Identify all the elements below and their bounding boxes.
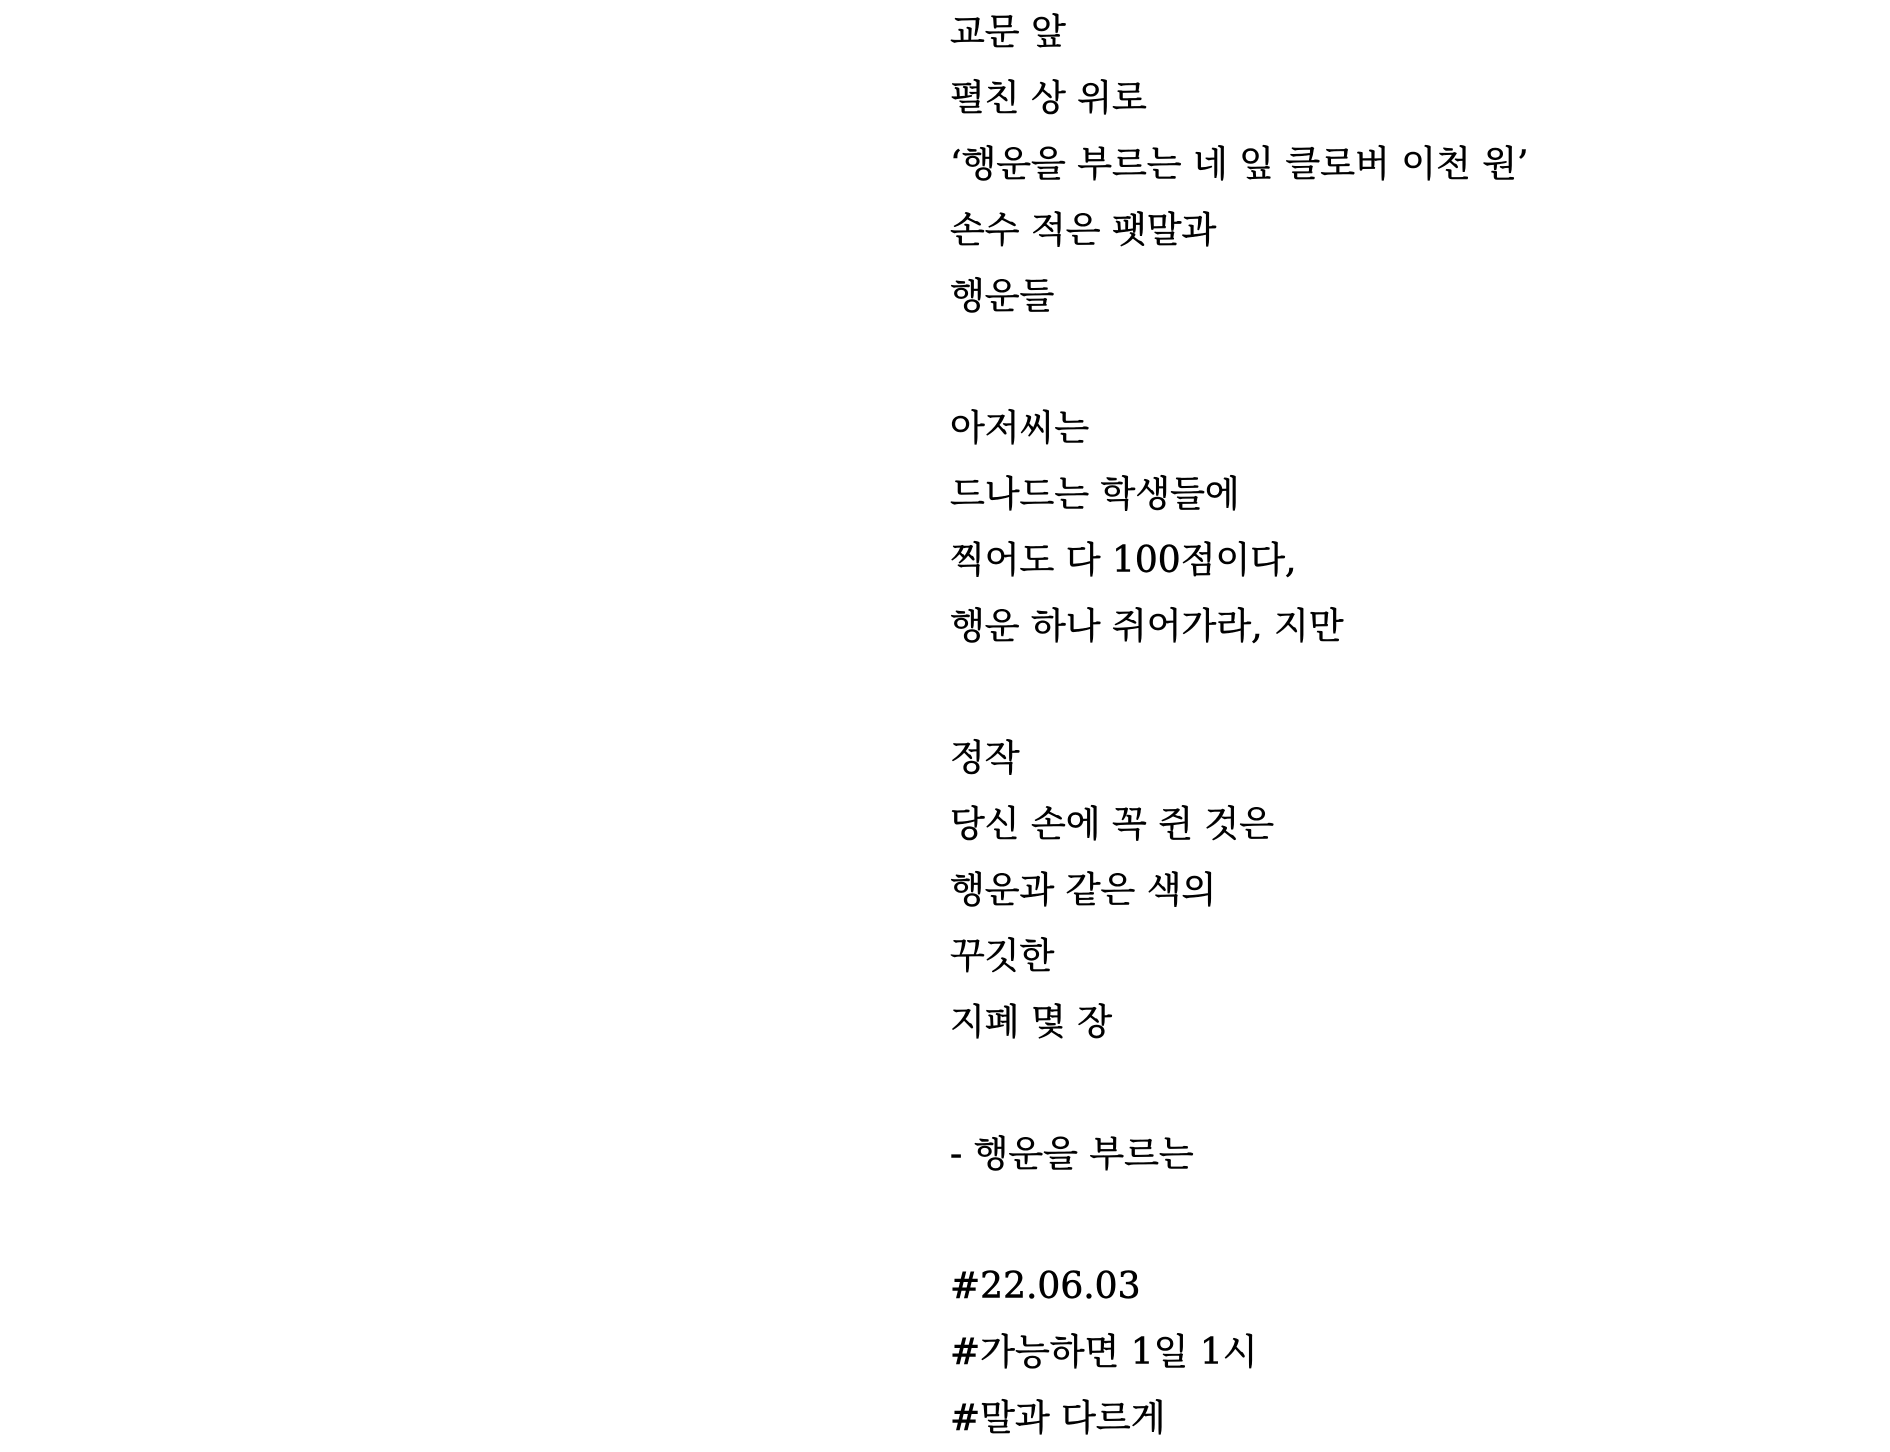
stanza-3 [950, 716, 1528, 1056]
hashtag-date: #22.06.03 [950, 1266, 1141, 1307]
poem-line: 손수 적은 팻말과 [950, 210, 1217, 251]
poem-line: 교문 앞 [950, 12, 1066, 53]
poem-title-line: - 행운을 부르는 [950, 1134, 1194, 1175]
poem-line: 아저씨는 [950, 408, 1090, 449]
poem-line: 꾸깃한 [950, 936, 1055, 977]
poem-line: 행운 하나 쥐어가라, 지만 [950, 606, 1344, 647]
poem-line: 당신 손에 꼭 쥔 것은 [950, 804, 1274, 845]
stanza-2 [950, 386, 1528, 660]
hashtag: #가능하면 1일 1시 [950, 1332, 1258, 1373]
poem-line: ‘행운을 부르는 네 잎 클로버 이천 원’ [950, 144, 1529, 185]
poem-title-attribution [950, 1112, 1528, 1188]
stanza-1 [950, 0, 1528, 330]
poem-line: 정작 [950, 738, 1020, 779]
poem-line: 행운들 [950, 276, 1055, 317]
poem-line: 드나드는 학생들에 [950, 474, 1240, 515]
poem-line: 행운과 같은 색의 [950, 870, 1217, 911]
hashtag: #말과 다르게 [950, 1398, 1166, 1439]
poem-line: 찍어도 다 100점이다, [950, 540, 1297, 581]
hashtags [950, 1244, 1528, 1452]
poem-line: 펼친 상 위로 [950, 78, 1147, 119]
poem-body [950, 0, 1528, 1452]
poem-line: 지폐 몇 장 [950, 1002, 1112, 1043]
